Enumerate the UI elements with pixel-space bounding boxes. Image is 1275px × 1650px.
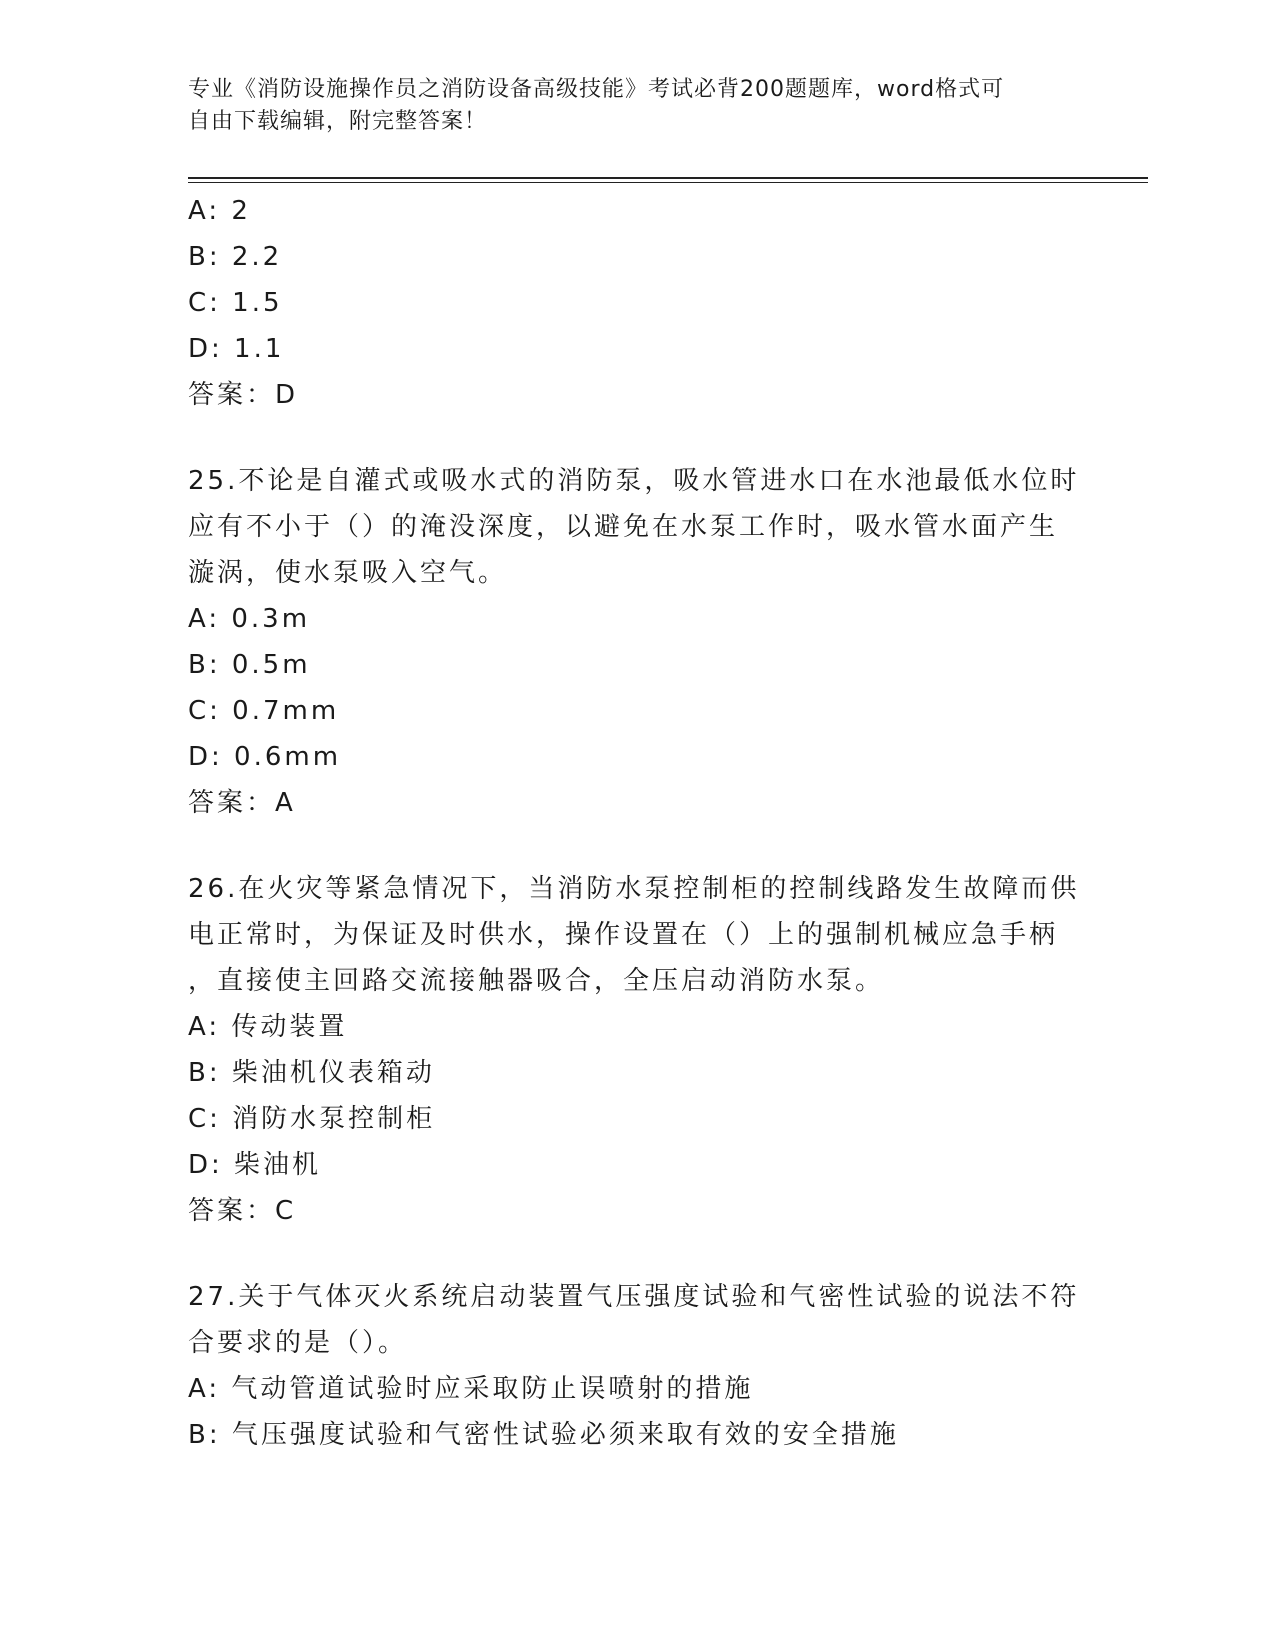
question-text-line: 漩涡，使水泵吸入空气。 (188, 558, 508, 588)
question-text-line: 25.不论是自灌式或吸水式的消防泵，吸水管进水口在水池最低水位时 (188, 466, 1080, 496)
question-text-line: ，直接使主回路交流接触器吸合，全压启动消防水泵。 (188, 966, 885, 996)
question-text-line: 27.关于气体灭火系统启动装置气压强度试验和气密性试验的说法不符 (188, 1282, 1080, 1312)
answer-line: 答案：A (188, 788, 296, 818)
answer-line: 答案：C (188, 1196, 297, 1226)
option-d: D: 柴油机 (188, 1150, 322, 1180)
option-a: A: 2 (188, 196, 251, 226)
option-a: A: 气动管道试验时应采取防止误喷射的措施 (188, 1374, 754, 1404)
header-title-line-2: 自由下载编辑，附完整答案！ (188, 109, 488, 134)
document-header (188, 74, 1068, 138)
question-block-previous (188, 188, 1088, 418)
header-title-line-1: 专业《消防设施操作员之消防设备高级技能》考试必背200题题库，word格式可 (188, 77, 1005, 102)
option-a: A: 0.3m (188, 604, 311, 634)
question-text-line: 应有不小于（）的淹没深度，以避免在水泵工作时，吸水管水面产生 (188, 512, 1059, 542)
option-c: C: 0.7mm (188, 696, 340, 726)
option-b: B: 气压强度试验和气密性试验必须来取有效的安全措施 (188, 1420, 899, 1450)
question-text-line: 合要求的是（）。 (188, 1328, 408, 1358)
answer-line: 答案：D (188, 380, 299, 410)
option-b: B: 2.2 (188, 242, 283, 272)
spacer (188, 1234, 1088, 1274)
option-c: C: 1.5 (188, 288, 283, 318)
question-list (188, 188, 1088, 1458)
question-block-27 (188, 1274, 1088, 1458)
option-c: C: 消防水泵控制柜 (188, 1104, 436, 1134)
header-divider-thin (188, 182, 1148, 183)
question-text-line: 26.在火灾等紧急情况下，当消防水泵控制柜的控制线路发生故障而供 (188, 874, 1080, 904)
option-d: D: 1.1 (188, 334, 285, 364)
question-text-line: 电正常时，为保证及时供水，操作设置在（）上的强制机械应急手柄 (188, 920, 1059, 950)
option-b: B: 0.5m (188, 650, 311, 680)
question-block-25 (188, 458, 1088, 826)
spacer (188, 826, 1088, 866)
option-d: D: 0.6mm (188, 742, 342, 772)
option-a: A: 传动装置 (188, 1012, 348, 1042)
header-divider-thick (188, 177, 1148, 179)
spacer (188, 418, 1088, 458)
question-block-26 (188, 866, 1088, 1234)
option-b: B: 柴油机仪表箱动 (188, 1058, 435, 1088)
